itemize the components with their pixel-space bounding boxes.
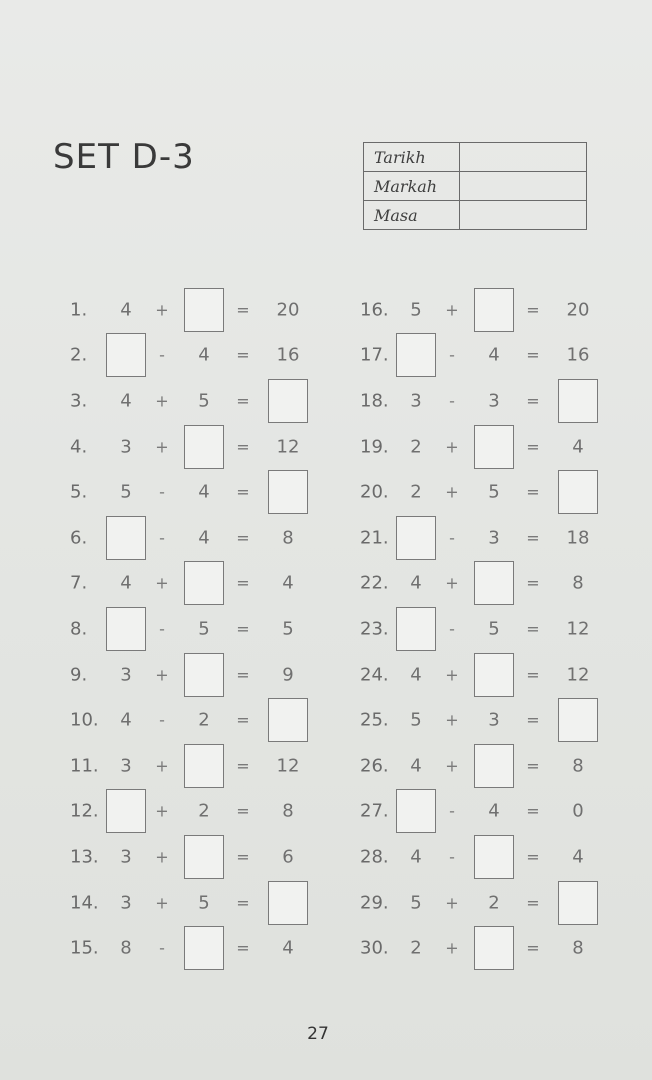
operand: 5 bbox=[120, 481, 132, 503]
operator: + bbox=[445, 665, 459, 685]
question-number: 11. bbox=[70, 755, 99, 777]
question-number: 20. bbox=[360, 481, 389, 503]
answer-box[interactable] bbox=[106, 333, 146, 377]
operand: 18 bbox=[566, 527, 590, 549]
answer-box[interactable] bbox=[184, 926, 224, 970]
operator: - bbox=[449, 528, 455, 548]
question-number: 15. bbox=[70, 937, 99, 959]
answer-box[interactable] bbox=[558, 470, 598, 514]
question-number: 8. bbox=[70, 618, 88, 640]
equals-sign: = bbox=[236, 528, 250, 548]
equals-sign: = bbox=[526, 437, 540, 457]
operator: - bbox=[449, 391, 455, 411]
equals-sign: = bbox=[526, 893, 540, 913]
answer-box[interactable] bbox=[474, 835, 514, 879]
operand: 3 bbox=[120, 846, 132, 868]
operator: + bbox=[155, 665, 169, 685]
operator: + bbox=[155, 801, 169, 821]
equals-sign: = bbox=[526, 847, 540, 867]
answer-box[interactable] bbox=[396, 516, 436, 560]
operator: - bbox=[159, 938, 165, 958]
equals-sign: = bbox=[236, 710, 250, 730]
operand: 4 bbox=[198, 527, 210, 549]
operand: 3 bbox=[120, 664, 132, 686]
equals-sign: = bbox=[526, 573, 540, 593]
info-value-field[interactable] bbox=[460, 172, 587, 201]
operator: - bbox=[159, 619, 165, 639]
operand: 5 bbox=[488, 618, 500, 640]
equals-sign: = bbox=[526, 482, 540, 502]
operand: 5 bbox=[410, 892, 422, 914]
info-table bbox=[363, 142, 587, 230]
operand: 8 bbox=[120, 937, 132, 959]
equation-row bbox=[360, 743, 610, 789]
operator: + bbox=[445, 300, 459, 320]
equals-sign: = bbox=[236, 756, 250, 776]
operand: 2 bbox=[410, 937, 422, 959]
operand: 16 bbox=[276, 344, 300, 366]
equation-row bbox=[360, 789, 610, 835]
question-number: 30. bbox=[360, 937, 389, 959]
operand: 20 bbox=[276, 299, 300, 321]
operand: 2 bbox=[410, 436, 422, 458]
answer-box[interactable] bbox=[396, 789, 436, 833]
operand: 8 bbox=[572, 937, 584, 959]
operator: + bbox=[445, 437, 459, 457]
equations-column-left bbox=[70, 287, 320, 971]
answer-box[interactable] bbox=[396, 607, 436, 651]
equation-row bbox=[70, 515, 320, 561]
operator: - bbox=[159, 345, 165, 365]
operator: - bbox=[159, 482, 165, 502]
question-number: 5. bbox=[70, 481, 88, 503]
equation-row bbox=[360, 424, 610, 470]
question-number: 18. bbox=[360, 390, 389, 412]
equation-row bbox=[70, 561, 320, 607]
equation-row bbox=[360, 925, 610, 971]
question-number: 4. bbox=[70, 436, 88, 458]
operand: 2 bbox=[198, 709, 210, 731]
question-number: 3. bbox=[70, 390, 88, 412]
operand: 3 bbox=[120, 755, 132, 777]
operator: - bbox=[159, 528, 165, 548]
answer-box[interactable] bbox=[106, 607, 146, 651]
equation-row bbox=[70, 743, 320, 789]
equation-row bbox=[70, 652, 320, 698]
answer-box[interactable] bbox=[474, 425, 514, 469]
operand: 2 bbox=[488, 892, 500, 914]
operand: 5 bbox=[198, 618, 210, 640]
operand: 5 bbox=[198, 390, 210, 412]
operator: + bbox=[445, 756, 459, 776]
equation-row bbox=[360, 652, 610, 698]
equation-row bbox=[360, 606, 610, 652]
operand: 2 bbox=[410, 481, 422, 503]
equals-sign: = bbox=[236, 938, 250, 958]
operand: 5 bbox=[282, 618, 294, 640]
operand: 4 bbox=[120, 390, 132, 412]
question-number: 21. bbox=[360, 527, 389, 549]
question-number: 23. bbox=[360, 618, 389, 640]
equation-row bbox=[70, 834, 320, 880]
operator: - bbox=[449, 801, 455, 821]
equals-sign: = bbox=[526, 528, 540, 548]
operand: 4 bbox=[572, 436, 584, 458]
operator: + bbox=[445, 482, 459, 502]
equals-sign: = bbox=[236, 573, 250, 593]
answer-box[interactable] bbox=[396, 333, 436, 377]
equation-row bbox=[360, 469, 610, 515]
equals-sign: = bbox=[236, 619, 250, 639]
equations-column-right bbox=[360, 287, 610, 971]
info-row-masa bbox=[364, 201, 587, 230]
equation-row bbox=[360, 880, 610, 926]
operand: 5 bbox=[488, 481, 500, 503]
operand: 20 bbox=[566, 299, 590, 321]
equation-row bbox=[360, 697, 610, 743]
operand: 4 bbox=[572, 846, 584, 868]
operand: 4 bbox=[282, 572, 294, 594]
operator: + bbox=[445, 893, 459, 913]
operand: 6 bbox=[282, 846, 294, 868]
question-number: 16. bbox=[360, 299, 389, 321]
operand: 4 bbox=[120, 572, 132, 594]
worksheet-title: SET D-3 bbox=[53, 137, 195, 177]
question-number: 14. bbox=[70, 892, 99, 914]
answer-box[interactable] bbox=[268, 379, 308, 423]
answer-box[interactable] bbox=[558, 698, 598, 742]
equals-sign: = bbox=[526, 300, 540, 320]
equals-sign: = bbox=[526, 391, 540, 411]
equals-sign: = bbox=[236, 391, 250, 411]
equals-sign: = bbox=[236, 437, 250, 457]
operand: 12 bbox=[566, 618, 590, 640]
equation-row bbox=[70, 469, 320, 515]
equals-sign: = bbox=[236, 300, 250, 320]
equation-row bbox=[70, 333, 320, 379]
answer-box[interactable] bbox=[184, 744, 224, 788]
question-number: 1. bbox=[70, 299, 88, 321]
operand: 4 bbox=[282, 937, 294, 959]
question-number: 25. bbox=[360, 709, 389, 731]
operand: 3 bbox=[488, 527, 500, 549]
equals-sign: = bbox=[236, 893, 250, 913]
operand: 16 bbox=[566, 344, 590, 366]
answer-box[interactable] bbox=[184, 653, 224, 697]
question-number: 24. bbox=[360, 664, 389, 686]
operand: 0 bbox=[572, 800, 584, 822]
answer-box[interactable] bbox=[558, 881, 598, 925]
operator: - bbox=[449, 619, 455, 639]
answer-box[interactable] bbox=[184, 835, 224, 879]
equation-row bbox=[70, 287, 320, 333]
equation-row bbox=[360, 378, 610, 424]
operator: + bbox=[155, 847, 169, 867]
equals-sign: = bbox=[236, 345, 250, 365]
equals-sign: = bbox=[236, 847, 250, 867]
operator: + bbox=[155, 391, 169, 411]
operand: 4 bbox=[198, 344, 210, 366]
operator: - bbox=[449, 847, 455, 867]
equation-row bbox=[70, 378, 320, 424]
operand: 3 bbox=[120, 892, 132, 914]
question-number: 28. bbox=[360, 846, 389, 868]
info-value-field[interactable] bbox=[460, 143, 587, 172]
operator: - bbox=[159, 710, 165, 730]
answer-box[interactable] bbox=[268, 881, 308, 925]
question-number: 27. bbox=[360, 800, 389, 822]
equals-sign: = bbox=[526, 938, 540, 958]
answer-box[interactable] bbox=[184, 425, 224, 469]
question-number: 29. bbox=[360, 892, 389, 914]
equation-row bbox=[360, 834, 610, 880]
answer-box[interactable] bbox=[106, 516, 146, 560]
operator: + bbox=[155, 437, 169, 457]
operand: 3 bbox=[120, 436, 132, 458]
answer-box[interactable] bbox=[474, 561, 514, 605]
question-number: 10. bbox=[70, 709, 99, 731]
equation-row bbox=[70, 789, 320, 835]
question-number: 7. bbox=[70, 572, 88, 594]
operand: 12 bbox=[276, 755, 300, 777]
answer-box[interactable] bbox=[268, 698, 308, 742]
answer-box[interactable] bbox=[268, 470, 308, 514]
equation-row bbox=[360, 561, 610, 607]
question-number: 26. bbox=[360, 755, 389, 777]
operand: 4 bbox=[488, 800, 500, 822]
info-label: Markah bbox=[364, 172, 460, 201]
answer-box[interactable] bbox=[184, 561, 224, 605]
equals-sign: = bbox=[526, 619, 540, 639]
operand: 4 bbox=[488, 344, 500, 366]
answer-box[interactable] bbox=[106, 789, 146, 833]
operator: + bbox=[155, 300, 169, 320]
operand: 4 bbox=[410, 664, 422, 686]
info-label: Masa bbox=[364, 201, 460, 230]
question-number: 13. bbox=[70, 846, 99, 868]
operator: + bbox=[445, 573, 459, 593]
operand: 5 bbox=[198, 892, 210, 914]
operand: 9 bbox=[282, 664, 294, 686]
equals-sign: = bbox=[526, 756, 540, 776]
operand: 4 bbox=[410, 846, 422, 868]
info-label: Tarikh bbox=[364, 143, 460, 172]
equals-sign: = bbox=[526, 665, 540, 685]
equation-row bbox=[360, 515, 610, 561]
equals-sign: = bbox=[526, 345, 540, 365]
equation-row bbox=[70, 925, 320, 971]
question-number: 22. bbox=[360, 572, 389, 594]
equation-row bbox=[70, 880, 320, 926]
operator: + bbox=[155, 756, 169, 776]
question-number: 19. bbox=[360, 436, 389, 458]
operand: 4 bbox=[120, 299, 132, 321]
operand: 3 bbox=[410, 390, 422, 412]
operand: 12 bbox=[276, 436, 300, 458]
operand: 3 bbox=[488, 709, 500, 731]
info-row-markah bbox=[364, 172, 587, 201]
answer-box[interactable] bbox=[558, 379, 598, 423]
operand: 4 bbox=[120, 709, 132, 731]
equals-sign: = bbox=[236, 665, 250, 685]
equation-row bbox=[360, 333, 610, 379]
question-number: 17. bbox=[360, 344, 389, 366]
question-number: 2. bbox=[70, 344, 88, 366]
equals-sign: = bbox=[526, 710, 540, 730]
operand: 2 bbox=[198, 800, 210, 822]
equation-row bbox=[360, 287, 610, 333]
answer-box[interactable] bbox=[474, 926, 514, 970]
operand: 5 bbox=[410, 709, 422, 731]
operand: 3 bbox=[488, 390, 500, 412]
operand: 4 bbox=[198, 481, 210, 503]
page-number: 27 bbox=[307, 1024, 329, 1044]
operand: 8 bbox=[282, 800, 294, 822]
operand: 8 bbox=[572, 755, 584, 777]
operator: + bbox=[155, 893, 169, 913]
operator: - bbox=[449, 345, 455, 365]
question-number: 6. bbox=[70, 527, 88, 549]
operator: + bbox=[445, 710, 459, 730]
answer-box[interactable] bbox=[474, 744, 514, 788]
answer-box[interactable] bbox=[474, 288, 514, 332]
operand: 8 bbox=[572, 572, 584, 594]
equation-row bbox=[70, 424, 320, 470]
operand: 8 bbox=[282, 527, 294, 549]
operand: 4 bbox=[410, 755, 422, 777]
equals-sign: = bbox=[236, 482, 250, 502]
equals-sign: = bbox=[236, 801, 250, 821]
operand: 12 bbox=[566, 664, 590, 686]
equation-row bbox=[70, 697, 320, 743]
equation-row bbox=[70, 606, 320, 652]
info-row-tarikh bbox=[364, 143, 587, 172]
info-value-field[interactable] bbox=[460, 201, 587, 230]
operand: 4 bbox=[410, 572, 422, 594]
answer-box[interactable] bbox=[184, 288, 224, 332]
question-number: 9. bbox=[70, 664, 88, 686]
answer-box[interactable] bbox=[474, 653, 514, 697]
operand: 5 bbox=[410, 299, 422, 321]
operator: + bbox=[445, 938, 459, 958]
equals-sign: = bbox=[526, 801, 540, 821]
question-number: 12. bbox=[70, 800, 99, 822]
operator: + bbox=[155, 573, 169, 593]
